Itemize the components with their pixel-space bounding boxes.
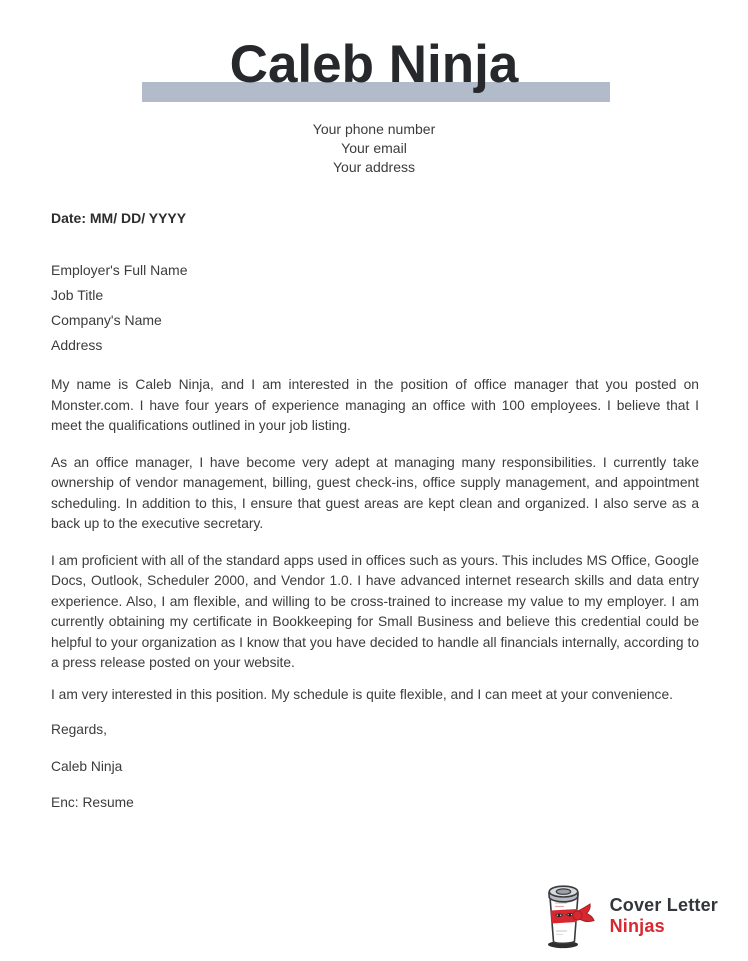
closing-salutation: Regards, [51,722,107,737]
letter-body [51,209,699,814]
ninja-scroll-mascot-icon [536,882,598,950]
logo-text [610,895,718,936]
enclosure-line: Enc: Resume [51,795,134,810]
date-line: Date: MM/ DD/ YYYY [51,210,187,226]
brand-logo [536,882,718,950]
page-title: Caleb Ninja [229,35,519,94]
recipient-job-title: Job Title [51,287,104,303]
body-paragraph-2: As an office manager, I have become very adept at managing many responsibilities. I currently take ownership of vendor management, billing, guest check-ins, office supply management, and appointment scheduling. In addition to this, I ensure that guest areas are kept clean and organized. I also serve as a back up to the executive secretary. [51,454,699,531]
contact-email-placeholder: Your email [341,140,407,156]
contact-address-placeholder: Your address [333,159,415,175]
body-paragraph-4: I am very interested in this position. My schedule is quite flexible, and I can meet at your convenience. [51,686,673,702]
letter-header [0,0,748,104]
logo-text-primary: Cover Letter [609,895,718,916]
contact-block [0,120,748,177]
logo-text-secondary: Ninjas [609,916,665,936]
recipient-address: Address [51,337,103,353]
contact-phone-placeholder: Your phone number [312,121,436,137]
recipient-block [51,258,699,358]
signature-name: Caleb Ninja [51,758,123,774]
body-paragraph-1: My name is Caleb Ninja, and I am interested in the position of office manager that you posted on Monster.com. I have four years of experience managing an office with 100 employees. I believe that I meet the qualifications outlined in your job listing. [51,377,699,433]
body-paragraph-3: I am proficient with all of the standard apps used in offices such as yours. This includes MS Office, Google Docs, Outlook, Scheduler 2000, and Vendor 1.0. I have advanced internet research skills and data entry experience. Also, I am flexible, and willing to be cross-trained to increase my value to my employer. I am currently obtaining my certificate in Bookkeeping for Small Business and believe this credential could be helpful to your organization as I know that you have decided to handle all financials internally, according to a press release posted on your website. [51,552,699,670]
recipient-company-name: Company's Name [51,312,162,328]
recipient-full-name: Employer's Full Name [51,262,188,278]
